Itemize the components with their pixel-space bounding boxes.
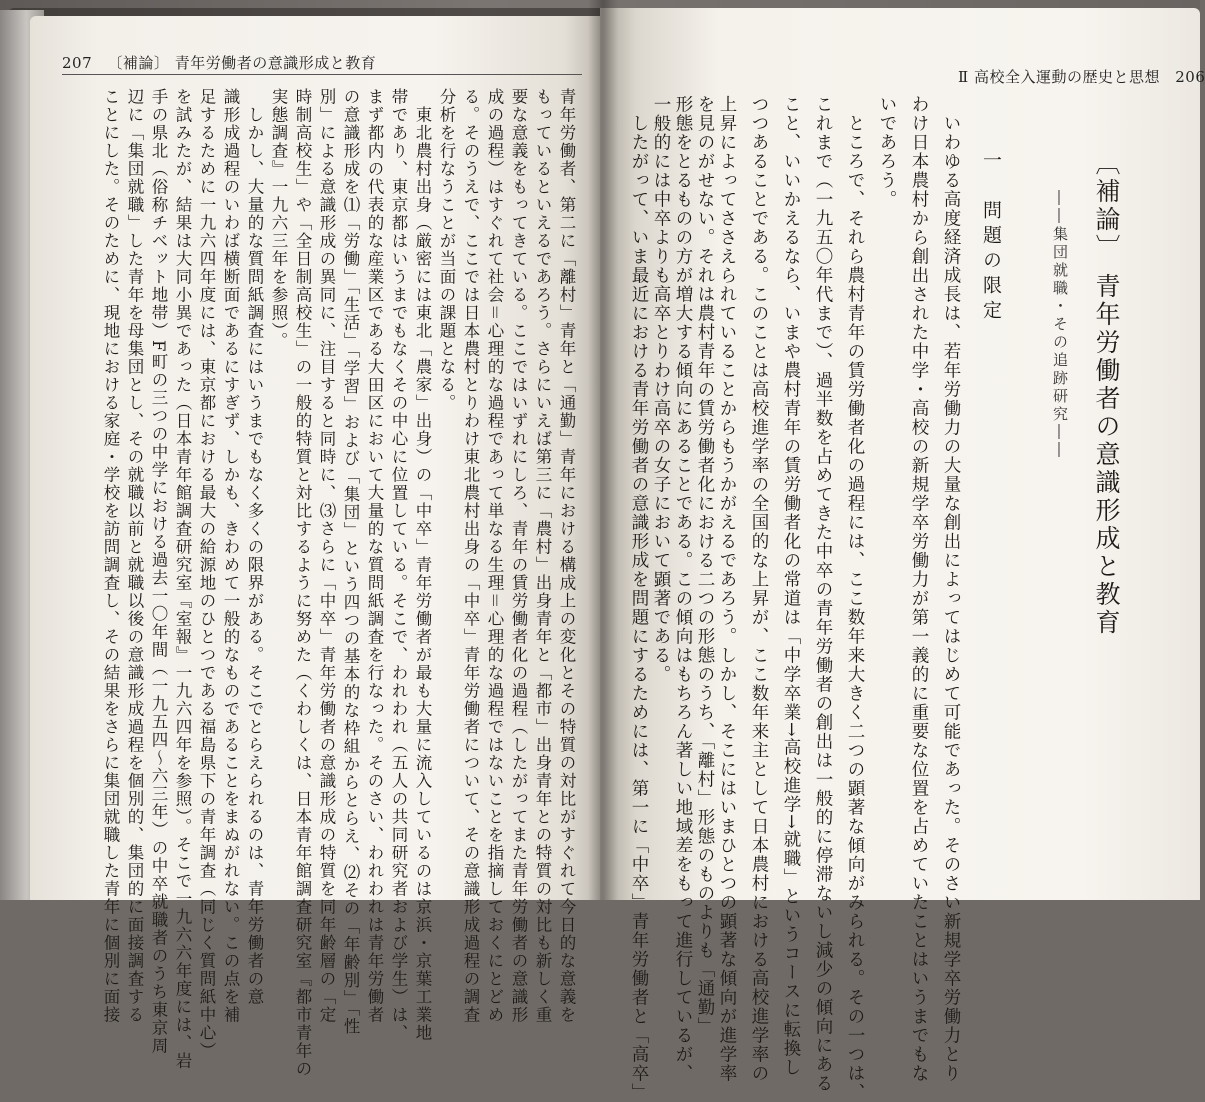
- body-line: 実態調査』一九六三年を参照）。: [269, 88, 288, 350]
- body-line: 足するために一九六四年度には、東京都における最大の給源地のひとつである福島県下の青年調査（同じく質問紙中心）: [197, 88, 216, 1060]
- body-line: したがって、いま最近における青年労働者の意識形成を問題にするためには、第一に「中卒」青年労働者と「高卒」: [629, 95, 649, 1102]
- body-line: 青年労働者、第二に「離村」青年と「通勤」青年における構成上の変化とその特質の対比がすぐれて今日的な意義を: [557, 88, 576, 1024]
- left-header-rule: [62, 74, 582, 75]
- body-line: わけ日本農村から創出された中学・高校の新規学卒労働力が第一義的に重要な位置を占めていたことはいうまでもな: [909, 95, 929, 1083]
- chapter-subtitle: ――集団就職・その追跡研究――: [1051, 190, 1069, 460]
- body-line: 帯であり、東京都はいうまでもなくその中心に位置している。そこで、われわれ（五人の共同研究者および学生）は、: [389, 88, 408, 1042]
- body-line: 上昇によってささえられていることからもうかがえるであろう。しかし、そこにはいまひとつの顕著な傾向が進学率: [717, 95, 737, 1083]
- body-line: 別」による意識形成の異同に、注目すると同時に、⑶さらに「中卒」青年労働者の意識形成の特質を同年齢層の「定: [317, 88, 336, 1024]
- right-running-header: [958, 66, 1205, 87]
- body-line: 要な意義をもってきている。ここではいずれにしろ、青年の賃労働者化の過程（したがってまた青年労働者の意識形: [509, 88, 528, 1024]
- body-line: いであろう。: [877, 95, 897, 209]
- left-page-number: 207: [62, 54, 93, 72]
- body-line: つつあることである。このことは高校進学率の全国的な上昇が、ここ数年来主として日本農村における高校進学率の: [749, 95, 769, 1083]
- body-line: る。そのうえで、ここでは日本農村とりわけ東北農村出身の「中卒」青年労働者について、その意識形成過程の調査: [461, 88, 480, 1024]
- body-line: いわゆる高度経済成長は、若年労働力の大量な創出によってはじめて可能であった。そのさい新規学卒労働力とり: [941, 95, 961, 1083]
- body-line: しかし、大量的な質問紙調査にはいうまでもなく多くの限界がある。そこでとらえられるのは、青年労働者の意: [245, 88, 264, 1006]
- body-line: 辺に「集団就職」した青年を母集団とし、その就職以前と就職以後の意識形成過程を個別的、集団的に面接調査する: [125, 88, 144, 1024]
- body-line: 形態をとるものの方が増大する傾向にあることである。この傾向はもちろん著しい地域差をもって進行しているが、: [673, 95, 693, 1083]
- right-running-head: Ⅱ 高校全入運動の歴史と思想: [958, 68, 1160, 86]
- body-line: の意識形成を⑴「労働」「生活」「学習」および「集団」という四つの基本的な枠組からとらえ、⑵その「年齢別」「性: [341, 88, 360, 1036]
- body-line: を見のがせない。それは農村青年の賃労働者化における二つの形態のうち、「離村」形態のものよりも「通勤」: [695, 95, 715, 1037]
- chapter-title: 〔補論〕 青年労働者の意識形成と教育: [1092, 150, 1121, 637]
- body-line: 一般的には中卒よりも高卒とりわけ高卒の女子において顕著である。: [651, 95, 671, 684]
- body-line: ことにした。そのために、現地における家庭・学校を訪問調査し、その結果をさらに集団就職した青年に個別に面接: [101, 88, 120, 1024]
- right-page-number: 206: [1175, 68, 1205, 86]
- body-line: 分析を行なうことが当面の課題となる。: [437, 88, 456, 412]
- body-line: 東北農村出身（厳密には東北「農家」出身）の「中卒」青年労働者が最も大量に流入しているのは京浜・京葉工業地: [413, 88, 432, 1042]
- body-line: まず都内の代表的な産業区である大田区において大量的な質問紙調査を行なった。そのさい、われわれは青年労働者: [365, 88, 384, 1024]
- body-line: ところで、それら農村青年の賃労働者化の過程には、ここ数年来大きく二つの顕著な傾向がみられる。その一つは、: [845, 95, 865, 1102]
- body-line: を試みたが、結果は大同小異であった（日本青年館調査研究室『室報』一九六四年を参照）。そこで一九六六年度には、岩: [173, 88, 192, 1070]
- book-gutter: [588, 0, 618, 900]
- body-line: 手の県北（俗称チベット地帯）F町の三つの中学における過去一〇年間（一九五四〜六三年）の中卒就職者のうち東京周: [149, 88, 168, 1055]
- body-line: これまで（一九五〇年代まで）、過半数を占めてきた中卒の青年労働者の創出は一般的に停滞ないし減少の傾向にある: [813, 95, 833, 1094]
- body-line: 識形成過程のいわば横断面であるにすぎず、しかも、きわめて一般的なものであることをまぬがれない。この点を補: [221, 88, 240, 1024]
- left-running-header: [62, 52, 376, 73]
- section-heading: 一 問題の限定: [980, 150, 1002, 325]
- body-line: もっているといえるであろう。さらにいえば第三に「農村」出身青年と「都市」出身青年との特質の対比も新しく重: [533, 88, 552, 1024]
- left-running-head: 〔補論〕 青年労働者の意識形成と教育: [107, 54, 377, 72]
- body-line: 時制高校生」や「全日制高校生」の一般的特質と対比するように努めた（くわしくは、日本青年館調査研究室『都市青年の: [293, 88, 312, 1078]
- body-line: 成の過程）はすぐれて社会＝心理的な過程であって単なる生理＝心理的な過程ではないことを指摘しておくにとどめ: [485, 88, 504, 1024]
- body-line: こと、いいかえるなら、いまや農村青年の賃労働者化の常道は「中学卒業→高校進学→就職」というコースに転換し: [781, 95, 801, 1078]
